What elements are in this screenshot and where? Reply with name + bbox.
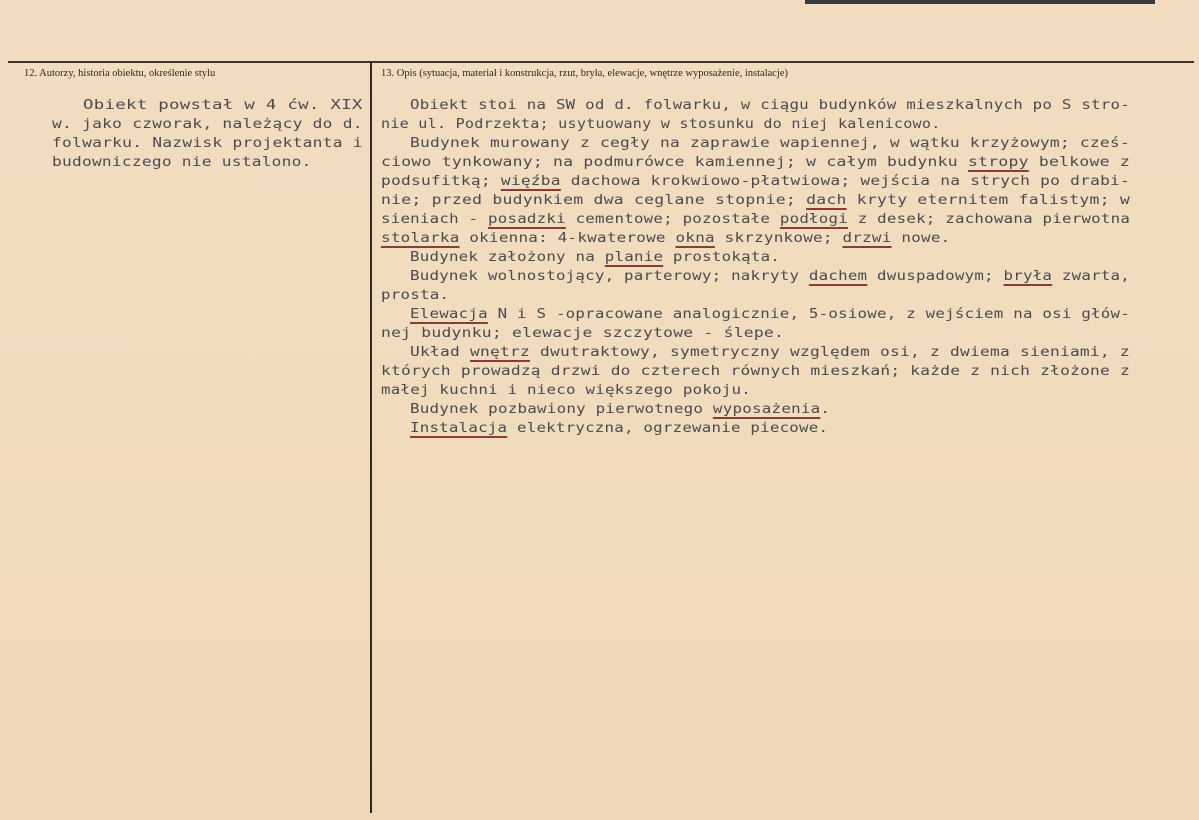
section-13-line [410, 267, 1130, 286]
underlined-term: stropy [968, 155, 1029, 170]
column-divider [370, 61, 372, 813]
text-segment: nowe. [891, 231, 951, 246]
text-segment: Układ [410, 345, 471, 360]
section-13-line [381, 115, 941, 134]
section-13-line [410, 96, 1130, 115]
text-segment: z desek; zachowana pierwotna [847, 212, 1131, 227]
underlined-term: posadzki [488, 212, 566, 227]
text-segment: belkowe z [1028, 155, 1130, 170]
text-segment: . [820, 402, 831, 417]
text-segment: prostokąta. [663, 250, 781, 265]
text-segment: nie ul. Podrzekta; usytuowany w stosunku do niej kalenicowo. [381, 117, 941, 132]
text-segment: skrzynkowe; [714, 231, 843, 246]
text-segment: Budynek założony na [410, 250, 605, 265]
section-13-line [410, 305, 1130, 324]
underlined-term: planie [604, 250, 664, 265]
underlined-term: wyposażenia [712, 402, 821, 417]
section-13-line [381, 191, 1130, 210]
section-13-line [410, 400, 830, 419]
underlined-term: więźba [500, 174, 561, 189]
text-segment: prosta. [381, 288, 450, 303]
text-segment: zwarta, [1052, 269, 1130, 284]
text-segment: dwutraktowy, symetryczny względem osi, z dwiema sieniami, z [530, 345, 1130, 360]
underlined-term: stolarka [381, 231, 460, 246]
underlined-term: bryła [1003, 269, 1053, 284]
section-13-line [381, 229, 951, 248]
underlined-term: dach [806, 193, 847, 208]
underlined-term: podłogi [779, 212, 848, 227]
text-segment: Budynek wolnostojący, parterowy; nakryty [410, 269, 809, 284]
text-segment: kryty eternitem falistym; w [846, 193, 1130, 208]
text-segment: cementowe; pozostałe [565, 212, 780, 227]
section-13-line [410, 419, 828, 438]
text-segment: dachowa krokwiowo-płatwiowa; wejścia na strych po drabi- [560, 174, 1131, 189]
section-13-line [381, 172, 1130, 191]
section-12-line: Obiekt powstał w 4 ćw. XIX [83, 98, 363, 113]
text-segment: Obiekt stoi na SW od d. folwarku, w ciągu budynków mieszkalnych po S stro- [410, 98, 1130, 113]
underlined-term: Instalacja [410, 421, 508, 436]
text-segment: nej budynku; elewacje szczytowe - ślepe. [381, 326, 785, 341]
text-segment: podsufitką; [381, 174, 501, 189]
underlined-term: wnętrz [470, 345, 531, 360]
section-12-line: w. jako czworak, należący do d. [52, 117, 363, 132]
section-12-line: budowniczego nie ustalono. [52, 155, 312, 170]
section-13-line [410, 134, 1130, 153]
underlined-term: Elewacja [410, 307, 488, 322]
section-13-header: 13. Opis (sytuacja, materiał i konstrukcja, rzut, bryła, elewacje, wnętrze wyposażenie, instalacje) [381, 68, 789, 79]
header-rule [8, 61, 1194, 63]
text-segment: dwuspadowym; [867, 269, 1004, 284]
text-segment: elektryczna, ogrzewanie piecowe. [507, 421, 829, 436]
text-segment: okienna: 4-kwaterowe [459, 231, 676, 246]
section-13-line [410, 343, 1130, 362]
text-segment: których prowadzą drzwi do czterech równych mieszkań; każde z nich złożone z [381, 364, 1130, 379]
text-segment: N i S -opracowane analogicznie, 5-osiowe, z wejściem na osi głów- [487, 307, 1130, 322]
section-13-line [381, 286, 449, 305]
underlined-term: okna [675, 231, 715, 246]
text-segment: Budynek murowany z cegły na zaprawie wapiennej, w wątku krzyżowym; cześ- [410, 136, 1130, 151]
section-13-line [381, 324, 784, 343]
text-segment: nie; przed budynkiem dwa ceglane stopnie; [381, 193, 807, 208]
text-segment: małej kuchni i nieco większego pokoju. [381, 383, 752, 398]
top-edge-mark [805, 0, 1155, 4]
section-13-line [381, 153, 1130, 172]
underlined-term: drzwi [842, 231, 892, 246]
section-13-line [410, 248, 780, 267]
text-segment: Budynek pozbawiony pierwotnego [410, 402, 713, 417]
underlined-term: dachem [808, 269, 868, 284]
section-13-line [381, 362, 1130, 381]
section-12-header: 12. Autorzy, historia obiektu, określenie stylu [24, 68, 216, 79]
section-13-line [381, 210, 1130, 229]
text-segment: sieniach - [381, 212, 489, 227]
section-12-line: folwarku. Nazwisk projektanta i [52, 136, 363, 151]
section-13-line [381, 381, 751, 400]
text-segment: ciowo tynkowany; na podmurówce kamiennej; w całym budynku [381, 155, 969, 170]
